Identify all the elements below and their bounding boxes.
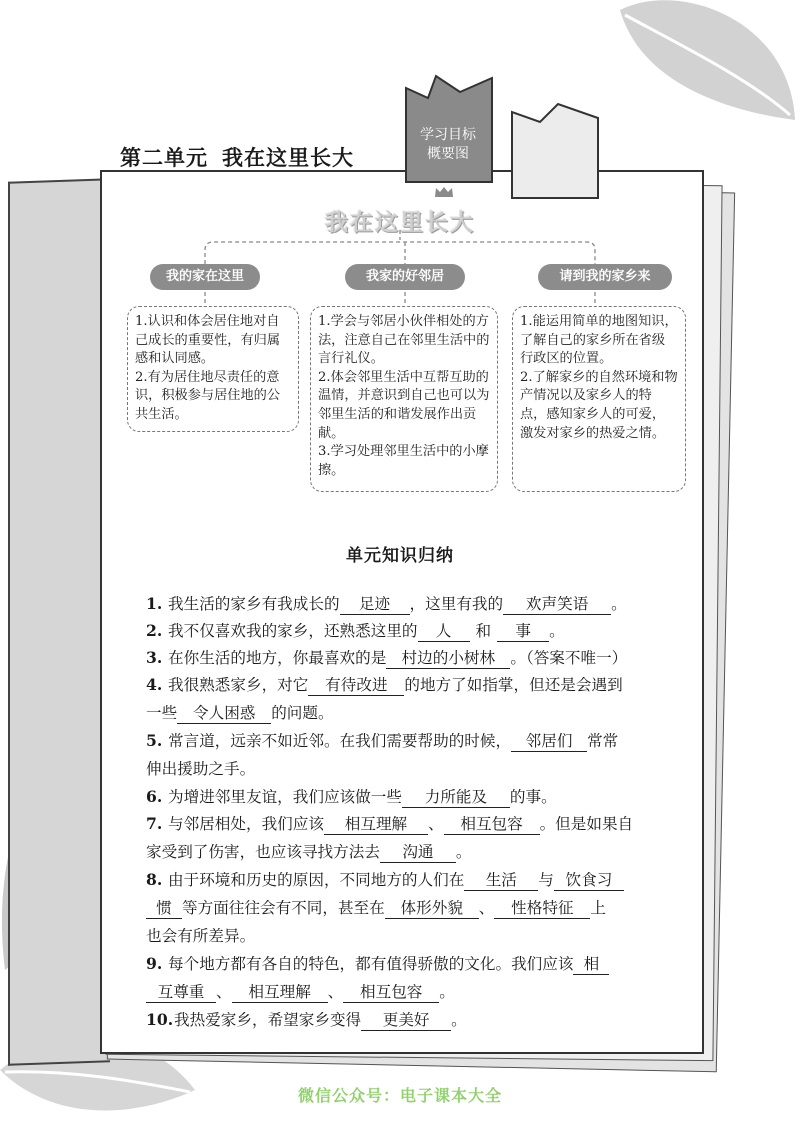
answer-blank: 村边的小树林	[386, 648, 510, 669]
mindmap-title: 我在这里长大	[325, 210, 475, 236]
answer-blank: 相	[573, 954, 609, 975]
leaf-top-right-decoration	[600, 0, 800, 140]
answer-blank: 饮食习	[554, 870, 624, 891]
answer-blank: 相互理解	[324, 814, 428, 835]
answer-blank: 生活	[464, 870, 538, 891]
answer-blank: 相互包容	[343, 982, 439, 1003]
ribbon-label: 学习目标 概要图	[420, 127, 476, 162]
answer-blank: 令人困惑	[177, 703, 271, 724]
answer-blank: 有待改进	[308, 675, 404, 696]
question-7: 7. 与邻居相处，我们应该 相互理解 、 相互包容 。但是如果自 家受到了伤害，也应该寻找方法去 沟通 。	[146, 814, 634, 861]
answer-blank: 力所能及	[402, 787, 510, 808]
answer-blank: 邻居们	[511, 731, 587, 752]
branch-box-hometown: 1.能运用简单的地图知识，了解自己的家乡所在省级行政区的位置。 2.了解家乡的自然环境和物产情况以及家乡人的特点，感知家乡人的可爱，激发对家乡的热爱之情。	[512, 306, 686, 492]
footer-watermark: 微信公众号：电子课本大全	[297, 1086, 502, 1105]
question-9: 9. 每个地方都有各自的特色，都有值得骄傲的文化。我们应该 相 互尊重 、 相互理解 、 相互包容 。	[146, 950, 686, 1006]
question-6: 6. 为增进邻里友谊，我们应该做一些 力所能及 的事。	[146, 787, 557, 806]
branch-label-neighbors: 我家的好邻居	[345, 264, 465, 290]
crown-icon	[434, 186, 454, 198]
answer-blank: 足迹	[340, 594, 410, 615]
answer-blank: 体形外貌	[385, 898, 479, 919]
question-4: 4. 我很熟悉家乡，对它 有待改进 的地方了如指掌，但还是会遇到 一些 令人困惑 的问题。	[146, 675, 623, 722]
answer-blank: 沟通	[380, 842, 456, 863]
answer-blank: 惯	[146, 898, 182, 919]
question-1: 1. 我生活的家乡有我成长的 足迹 ，这里有我的 欢声笑语 。	[146, 594, 627, 613]
answer-blank: 性格特征	[494, 898, 590, 919]
answer-blank: 互尊重	[146, 982, 216, 1003]
branch-label-hometown: 请到我的家乡来	[538, 264, 672, 290]
unit-title: 第二单元 我在这里长大	[120, 145, 354, 170]
question-8: 8. 由于环境和历史的原因，不同地方的人们在 生活 与 饮食习 惯 等方面往往会有不同，甚至在 体形外貌 、 性格特征 上 也会有所差异。	[146, 866, 686, 950]
answer-blank: 欢声笑语	[503, 594, 611, 615]
answer-blank: 更美好	[361, 1010, 451, 1031]
branch-label-my-home: 我的家在这里	[150, 264, 260, 290]
bookmark-ribbon-right	[510, 100, 600, 200]
branch-box-neighbors: 1.学会与邻居小伙伴相处的方法，注意自己在邻里生活中的言行礼仪。 2.体会邻里生活中互帮互助的温情，并意识到自己也可以为邻里生活的和谐发展作出贡献。 3.学习处理邻里生活中的小摩擦。	[310, 306, 498, 492]
answer-blank: 人	[418, 621, 470, 642]
branch-box-my-home: 1.认识和体会居住地对自己成长的重要性，有归属感和认同感。 2.有为居住地尽责任的意识，积极参与居住地的公共生活。	[127, 306, 299, 432]
section-title: 单元知识归纳	[346, 546, 454, 566]
question-10: 10.我热爱家乡，希望家乡变得 更美好 。	[146, 1010, 467, 1029]
answer-blank: 事	[497, 621, 549, 642]
question-2: 2. 我不仅喜欢我的家乡，还熟悉这里的 人 和 事 。	[146, 621, 565, 640]
question-3: 3. 在你生活的地方，你最喜欢的是 村边的小树林 。（答案不唯一）	[146, 648, 628, 667]
question-5: 5. 常言道，远亲不如近邻。在我们需要帮助的时候， 邻居们 常常 伸出援助之手。	[146, 731, 619, 778]
answer-blank: 相互包容	[444, 814, 540, 835]
book-cover-left	[8, 178, 110, 1066]
answer-blank: 相互理解	[232, 982, 328, 1003]
